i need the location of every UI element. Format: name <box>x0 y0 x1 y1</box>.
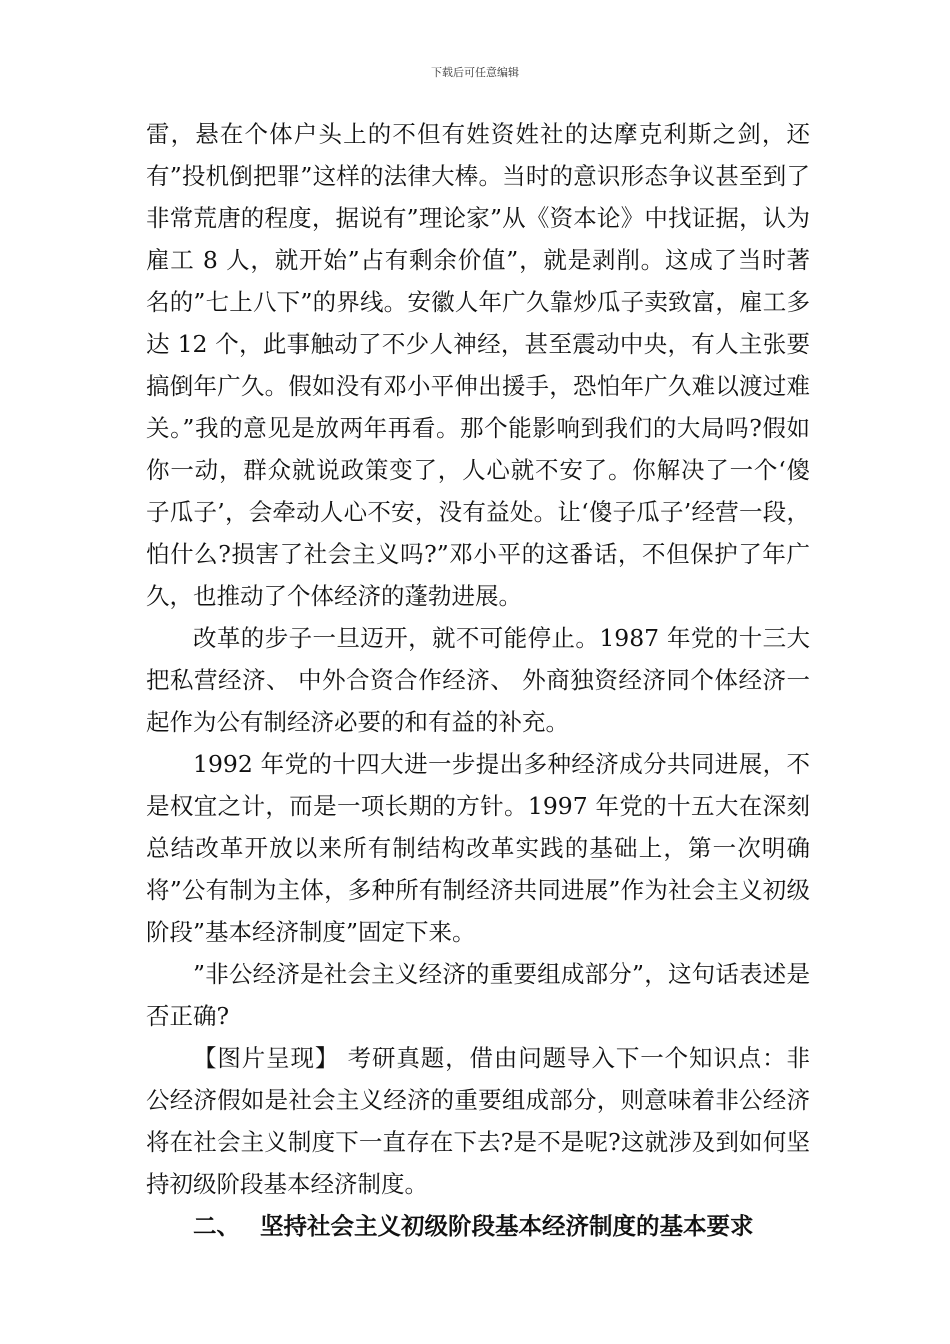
section-number: 二、 <box>193 1212 240 1240</box>
body-paragraph: ”非公经济是社会主义经济的重要组成部分”，这句话表述是否正确? <box>146 960 810 1030</box>
document-body <box>146 113 810 1247</box>
section-title: 坚持社会主义初级阶段基本经济制度的基本要求 <box>260 1212 754 1240</box>
body-paragraph: 雷，悬在个体户头上的不但有姓资姓社的达摩克利斯之剑，还有”投机倒把罪”这样的法律大棒。当时的意识形态争议甚至到了非常荒唐的程度，据说有”理论家”从《资本论》中找证据，认为雇工 8 人，就开始”占有剩余价值”，就是剥削。这成了当时著名的”七上八下”的界线。安徽人年广久靠炒瓜子卖致富，雇工多达 12 个，此事触动了不少人神经，甚至震动中央，有人主张要搞倒年广久。假如没有邓小平伸出援手，恐怕年广久难以渡过难关。”我的意见是放两年再看。那个能影响到我们的大局吗?假如你一动，群众就说政策变了，人心就不安了。你解决了一个‘傻子瓜子’，会牵动人心不安，没有益处。让‘傻子瓜子’经营一段，怕什么?损害了社会主义吗?”邓小平的这番话，不但保护了年广久，也推动了个体经济的蓬勃进展。 <box>146 120 810 610</box>
body-paragraph: 改革的步子一旦迈开，就不可能停止。1987 年党的十三大把私营经济、 中外合资合作经济、 外商独资经济同个体经济一起作为公有制经济必要的和有益的补充。 <box>146 624 810 736</box>
body-paragraph: 1992 年党的十四大进一步提出多种经济成分共同进展，不是权宜之计，而是一项长期的方针。1997 年党的十五大在深刻总结改革开放以来所有制结构改革实践的基础上，第一次明确将”公有制为主体，多种所有制经济共同进展”作为社会主义初级阶段”基本经济制度”固定下来。 <box>146 750 810 946</box>
body-paragraph: 【图片呈现】 考研真题，借由问题导入下一个知识点：非公经济假如是社会主义经济的重要组成部分，则意味着非公经济将在社会主义制度下一直存在下去?是不是呢?这就涉及到如何坚持初级阶段基本经济制度。 <box>146 1044 810 1198</box>
page-header-note: 下载后可任意编辑 <box>431 66 519 79</box>
section-heading <box>146 1205 810 1247</box>
